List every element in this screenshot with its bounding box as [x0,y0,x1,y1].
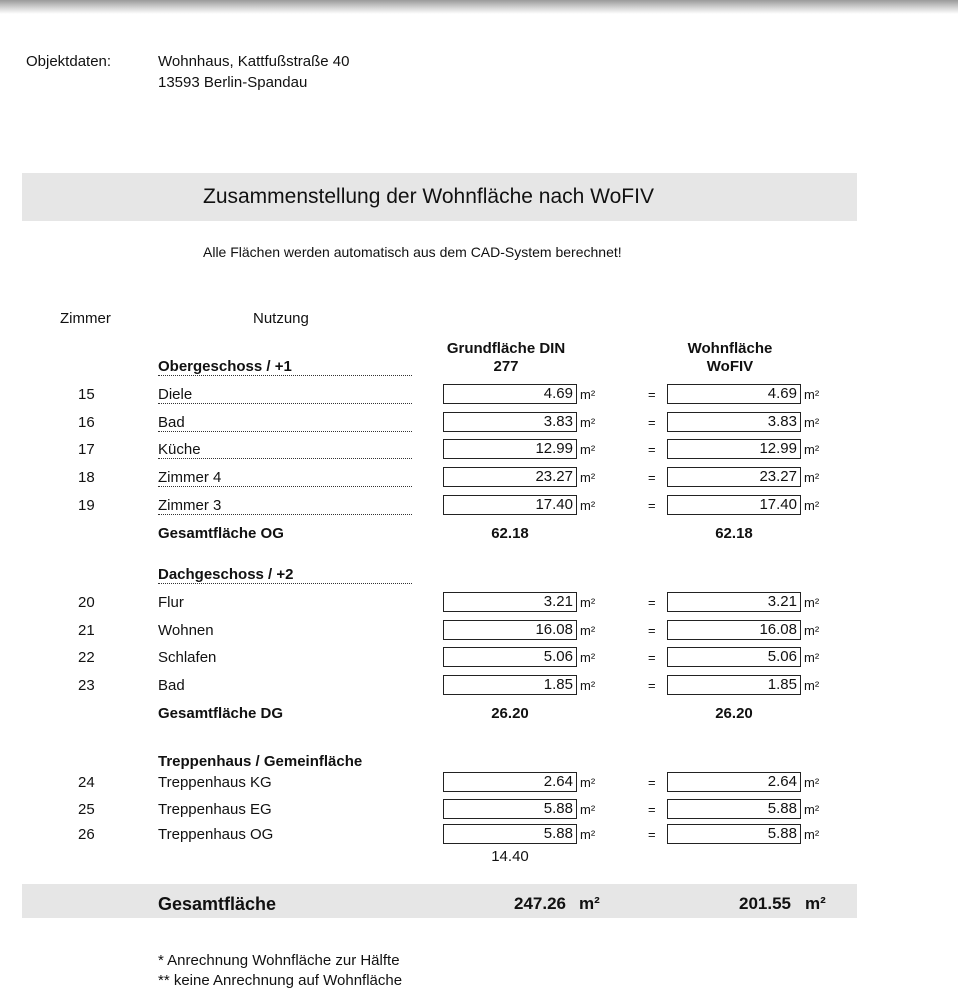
wohnflaeche-value: 16.08 [667,620,801,640]
og-total-label: Gesamtfläche OG [158,525,284,542]
row-name: Wohnen [158,622,214,639]
row-number: 26 [78,826,95,843]
footnote-none: ** keine Anrechnung auf Wohnfläche [158,972,403,989]
row-name: Zimmer 3 [158,497,412,515]
unit-label: m² [804,650,820,665]
wohnflaeche-value: 23.27 [667,467,801,487]
unit-label: m² [804,827,820,842]
unit-label: m² [804,387,820,402]
page-title: Zusammenstellung der Wohnfläche nach WoFIV [203,185,654,208]
unit-label: m² [580,595,596,610]
equals-sign: = [648,623,656,638]
grand-total-label: Gesamtfläche [158,894,277,914]
unit-label: m² [580,442,596,457]
grundflaeche-value: 3.21 [443,592,577,612]
dg-total-label: Gesamtfläche DG [158,705,284,722]
wohnflaeche-value: 5.06 [667,647,801,667]
grand-total-grund: 247.26 [514,894,566,913]
grundflaeche-value: 23.27 [443,467,577,487]
section-heading-og: Obergeschoss / +1 [158,358,412,376]
equals-sign: = [648,387,656,402]
unit-label: m² [804,595,820,610]
wohnflaeche-value: 4.69 [667,384,801,404]
row-number: 20 [78,594,95,611]
equals-sign: = [648,650,656,665]
footnote-half: * Anrechnung Wohnfläche zur Hälfte [158,952,400,969]
grundflaeche-value: 3.83 [443,412,577,432]
grundflaeche-value: 5.06 [443,647,577,667]
grand-total-wohn: 201.55 [739,894,791,913]
unit-label: m² [580,387,596,402]
equals-sign: = [648,470,656,485]
equals-sign: = [648,595,656,610]
unit-label: m² [580,802,596,817]
row-name: Treppenhaus OG [158,826,274,843]
unit-label: m² [804,498,820,513]
address-line-2: 13593 Berlin-Spandau [158,74,308,91]
column-grundflaeche-line2: 277 [493,358,519,375]
unit-label: m² [580,623,596,638]
unit-label: m² [804,678,820,693]
row-number: 25 [78,801,95,818]
row-name: Bad [158,414,412,432]
wohnflaeche-value: 3.21 [667,592,801,612]
unit-label: m² [580,650,596,665]
column-wohnflaeche-line2: WoFIV [706,358,754,375]
row-name: Schlafen [158,649,217,666]
equals-sign: = [648,498,656,513]
equals-sign: = [648,775,656,790]
unit-label: m² [580,775,596,790]
wohnflaeche-value: 5.88 [667,824,801,844]
row-name: Bad [158,677,185,694]
grand-total-grund-unit: m² [579,894,600,913]
row-number: 21 [78,622,95,639]
equals-sign: = [648,678,656,693]
row-name: Flur [158,594,184,611]
row-number: 15 [78,386,95,403]
og-total-grund: 62.18 [491,525,529,542]
row-number: 17 [78,441,95,458]
unit-label: m² [580,678,596,693]
grand-total-wohn-unit: m² [805,894,826,913]
row-number: 24 [78,774,95,791]
equals-sign: = [648,415,656,430]
row-name: Diele [158,386,412,404]
dg-total-grund: 26.20 [491,705,529,722]
grundflaeche-value: 5.88 [443,824,577,844]
column-nutzung: Nutzung [253,310,309,327]
row-name: Treppenhaus KG [158,774,272,791]
wohnflaeche-value: 3.83 [667,412,801,432]
column-grundflaeche-line1: Grundfläche DIN [446,340,566,357]
row-number: 18 [78,469,95,486]
grundflaeche-value: 12.99 [443,439,577,459]
column-wohnflaeche-line1: Wohnfläche [687,340,773,357]
unit-label: m² [580,470,596,485]
section-heading-treppenhaus: Treppenhaus / Gemeinfläche [158,753,363,770]
unit-label: m² [580,415,596,430]
equals-sign: = [648,802,656,817]
unit-label: m² [804,442,820,457]
wohnflaeche-value: 12.99 [667,439,801,459]
total-band [22,884,857,918]
unit-label: m² [804,470,820,485]
column-zimmer: Zimmer [60,310,111,327]
page-subtitle: Alle Flächen werden automatisch aus dem CAD-System berechnet! [203,244,622,260]
wohnflaeche-value: 5.88 [667,799,801,819]
unit-label: m² [580,827,596,842]
wohnflaeche-value: 2.64 [667,772,801,792]
equals-sign: = [648,442,656,457]
objektdaten-label: Objektdaten: [26,53,112,70]
grundflaeche-value: 2.64 [443,772,577,792]
unit-label: m² [804,775,820,790]
dg-total-wohn: 26.20 [715,705,753,722]
top-shadow-bar [0,0,958,14]
address-line-1: Wohnhaus, Kattfußstraße 40 [158,53,350,70]
grundflaeche-value: 5.88 [443,799,577,819]
grundflaeche-value: 4.69 [443,384,577,404]
wohnflaeche-value: 1.85 [667,675,801,695]
grundflaeche-value: 16.08 [443,620,577,640]
og-total-wohn: 62.18 [715,525,753,542]
grundflaeche-value: 17.40 [443,495,577,515]
row-name: Treppenhaus EG [158,801,272,818]
section-heading-dg: Dachgeschoss / +2 [158,566,412,584]
row-number: 16 [78,414,95,431]
grundflaeche-value: 1.85 [443,675,577,695]
unit-label: m² [580,498,596,513]
unit-label: m² [804,623,820,638]
unit-label: m² [804,415,820,430]
row-number: 19 [78,497,95,514]
row-name: Zimmer 4 [158,469,412,487]
wohnflaeche-value: 17.40 [667,495,801,515]
unit-label: m² [804,802,820,817]
treppenhaus-subtotal: 14.40 [491,848,529,865]
row-number: 23 [78,677,95,694]
equals-sign: = [648,827,656,842]
row-name: Küche [158,441,412,459]
row-number: 22 [78,649,95,666]
